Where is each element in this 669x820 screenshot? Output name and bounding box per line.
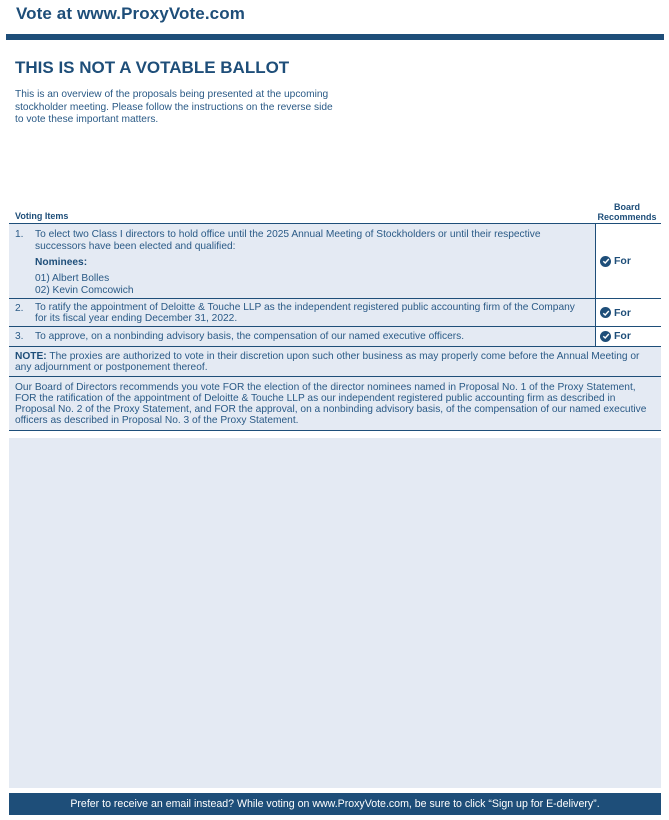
- voting-items-table: [9, 223, 661, 431]
- footer-banner: [9, 793, 661, 815]
- board-statement: [9, 377, 661, 431]
- proposal-row-2: [9, 299, 661, 327]
- recommendation-label: For: [614, 255, 631, 267]
- proposal-row-3: [9, 327, 661, 347]
- proposal-description: [9, 224, 586, 298]
- intro-text: This is an overview of the proposals being presented at the upcoming stockholder meeting. Please follow the instructions on the reverse side to vote these important matters.: [15, 89, 333, 125]
- proposal-number: 3.: [15, 331, 24, 342]
- board-recommendation: [595, 299, 661, 326]
- proposal-text: To ratify the appointment of Deloitte & Touche LLP as the independent registered public accounting firm of the Company for its fiscal year ending December 31, 2022.: [35, 302, 575, 324]
- board-recommends-header: Board Recommends: [597, 202, 657, 222]
- proposal-text: To approve, on a nonbinding advisory basis, the compensation of our named executive officers.: [35, 331, 465, 342]
- nominees-label: Nominees:: [35, 257, 88, 268]
- ballot-heading: THIS IS NOT A VOTABLE BALLOT: [15, 58, 290, 77]
- blank-panel: [9, 438, 661, 788]
- board-recommendation: [595, 224, 661, 298]
- nominee-item: 01) Albert Bolles: [35, 273, 110, 284]
- proposal-description: [9, 299, 586, 326]
- site-title: Vote at www.ProxyVote.com: [16, 4, 245, 23]
- header-rule: [6, 34, 664, 40]
- proposal-number: 1.: [15, 229, 24, 240]
- note-row: [9, 347, 661, 377]
- check-circle-icon: [600, 307, 611, 318]
- proposal-description: [9, 327, 586, 346]
- note-text: The proxies are authorized to vote in their discretion upon such other business as may properly come before the Annual Meeting or any adjournment or postponement thereof.: [15, 350, 640, 373]
- recommendation-label: For: [614, 330, 631, 343]
- footer-text: Prefer to receive an email instead? While voting on www.ProxyVote.com, be sure to click “Sign up for E-delivery”.: [70, 798, 600, 810]
- recommendation-label: For: [614, 306, 631, 319]
- note-label: NOTE:: [15, 350, 47, 362]
- proposal-text: To elect two Class I directors to hold office until the 2025 Annual Meeting of Stockholders or until their respective successors have been elected and qualified:: [35, 229, 541, 252]
- check-circle-icon: [600, 331, 611, 342]
- proposal-row-1: [9, 223, 661, 299]
- nominee-item: 02) Kevin Comcowich: [35, 285, 134, 296]
- check-circle-icon: [600, 256, 611, 267]
- board-recommendation: [595, 327, 661, 346]
- board-statement-text: Our Board of Directors recommends you vote FOR the election of the director nominees named in Proposal No. 1 of the Proxy Statement, FOR the ratification of the appointment of Deloitte & Touche LLP as our independent registered public accounting firm as described in Proposal No. 2 of the Proxy Statement, and FOR the approval, on a nonbinding advisory basis, of the compensation of our named executive officers as described in Proposal No. 3 of the Proxy Statement.: [15, 381, 647, 426]
- voting-items-header: Voting Items: [15, 211, 69, 221]
- proposal-number: 2.: [15, 303, 24, 314]
